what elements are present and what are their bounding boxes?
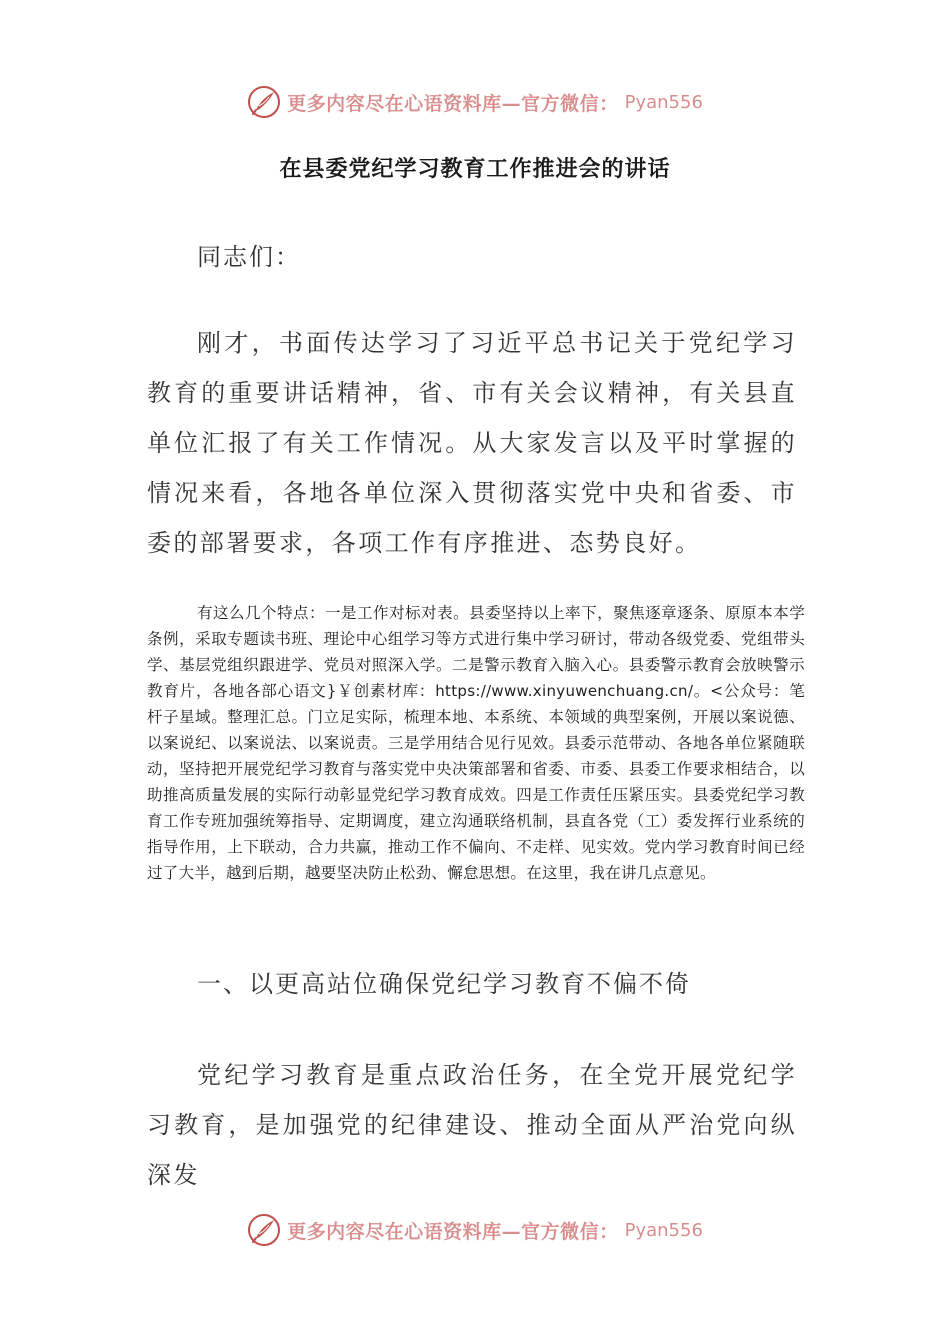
- paragraph-features: [147, 600, 805, 886]
- banner-text: 更多内容尽在心语资料库—官方微信：: [287, 92, 619, 115]
- paragraph-features-text-a: 有这么几个特点：一是工作对标对表。县委坚持以上率下，聚焦逐章逐条、原原本本学条例，采取专题读书班、理论中心组学习等方式进行集中学习研讨，带动各级党委、党组带头学、基层党组织跟进学、党员对照深入学。二是警示教育入脑入心。县委警示教育会放映警示教育片，各地各部心语文}￥创素材库：: [147, 604, 805, 700]
- quill-pen-logo-icon: [247, 1213, 281, 1247]
- document-title: 在县委党纪学习教育工作推进会的讲话: [279, 156, 671, 182]
- paragraph-opening: 刚才，书面传达学习了习近平总书记关于党纪学习教育的重要讲话精神，省、市有关会议精神，有关县直单位汇报了有关工作情况。从大家发言以及平时掌握的情况来看，各地各单位深入贯彻落实党中央和省委、市委的部署要求，各项工作有序推进、态势良好。: [147, 329, 797, 557]
- banner-wechat-id: Pyan556: [624, 91, 703, 113]
- banner-wechat-id: Pyan556: [624, 1219, 703, 1241]
- paragraph-section-1: 党纪学习教育是重点政治任务，在全党开展党纪学习教育，是加强党的纪律建设、推动全面从严治党向纵深发: [147, 1061, 797, 1189]
- quill-pen-logo-icon: [247, 85, 281, 119]
- paragraph-features-text-b: 。<公众号：笔杆子星域。整理汇总。门立足实际，梳理本地、本系统、本领域的典型案例，开展以案说德、以案说纪、以案说法、以案说责。三是学用结合见行见效。县委示范带动、各地各单位紧随联动，坚持把开展党纪学习教育与落实党中央决策部署和省委、市委、县委工作要求相结合，以助推高质量发展的实际行动彰显党纪学习教育成效。四是工作责任压紧压实。县委党纪学习教育工作专班加强统筹指导、定期调度，建立沟通联络机制，县直各党（工）委发挥行业系统的指导作用，上下联动，合力共赢，推动工作不偏向、不走样、见实效。党内学习教育时间已经过了大半，越到后期，越要坚决防止松劲、懈怠思想。在这里，我在讲几点意见。: [147, 682, 805, 882]
- footer-banner: [0, 1210, 950, 1250]
- source-url-link[interactable]: https://www.xinyuwenchuang.cn/: [435, 682, 694, 700]
- salutation: 同志们：: [197, 243, 301, 271]
- banner-text: 更多内容尽在心语资料库—官方微信：: [287, 1220, 619, 1243]
- header-banner: [0, 82, 950, 122]
- section-heading-1: 一、以更高站位确保党纪学习教育不偏不倚: [197, 970, 691, 998]
